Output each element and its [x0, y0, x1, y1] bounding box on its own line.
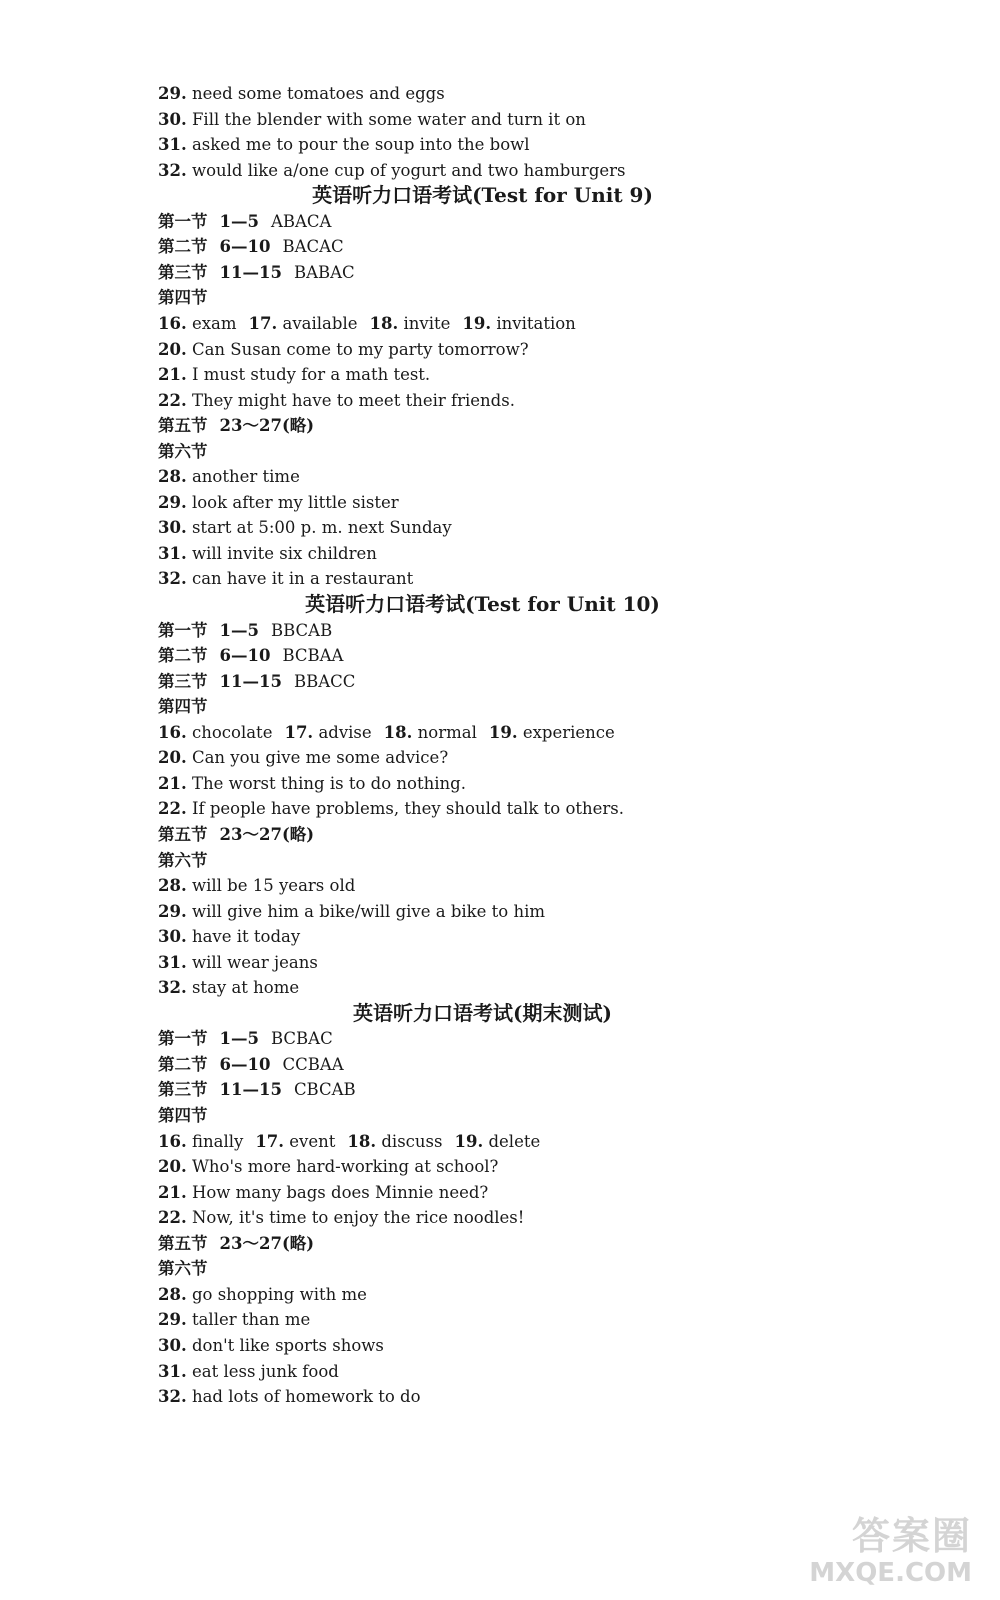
phrase-text: start at 5:00 p. m. next Sunday [191, 518, 452, 537]
sentence-number: 20. [158, 1157, 187, 1176]
part-answer: BBACC [293, 672, 356, 691]
word-answer-number: 18. [369, 314, 399, 333]
phrase-text: don't like sports shows [191, 1336, 384, 1355]
part-label: 第四节 [158, 288, 208, 307]
sentence-number: 21. [158, 1183, 187, 1202]
sentence-number: 22. [158, 799, 187, 818]
word-answers [158, 313, 576, 335]
section-part3 [158, 671, 355, 693]
part-answer: CCBAA [282, 1055, 344, 1074]
phrase-answer [158, 1309, 310, 1331]
part-label: 第六节 [158, 851, 208, 870]
part-answer: BABAC [293, 263, 355, 282]
phrase-answer [158, 1335, 384, 1357]
phrase-text: will invite six children [191, 544, 377, 563]
word-answer-number: 18. [347, 1132, 377, 1151]
sentence-number: 22. [158, 1208, 187, 1227]
phrase-text: look after my little sister [191, 493, 399, 512]
part4-label [158, 287, 208, 309]
phrase-answer [158, 568, 413, 590]
sentence-answer [158, 339, 529, 361]
word-answer-text: advise [318, 723, 372, 742]
phrase-number: 29. [158, 493, 187, 512]
word-answer-number: 17. [255, 1132, 285, 1151]
phrase-answer [158, 977, 299, 999]
part-label: 第四节 [158, 1106, 208, 1125]
phrase-number: 30. [158, 518, 187, 537]
sentence-answer [158, 798, 624, 820]
part-label: 第一节 [158, 212, 208, 231]
phrase-answer [158, 1361, 339, 1383]
intro-line [158, 83, 445, 105]
phrase-text: eat less junk food [191, 1362, 339, 1381]
word-answer-number: 16. [158, 1132, 187, 1151]
sentence-text: Can you give me some advice? [191, 748, 449, 767]
intro-line [158, 134, 530, 156]
phrase-answer [158, 875, 355, 897]
sentence-answer [158, 747, 448, 769]
phrase-answer [158, 543, 377, 565]
section-part3 [158, 1079, 356, 1101]
part-range: 23～27 [219, 416, 282, 435]
phrase-text: can have it in a restaurant [191, 569, 414, 588]
word-answer-number: 17. [284, 723, 314, 742]
part-note: (略) [281, 825, 315, 844]
phrase-number: 31. [158, 544, 187, 563]
phrase-number: 28. [158, 1285, 187, 1304]
intro-line-number: 29. [158, 84, 187, 103]
phrase-answer [158, 901, 545, 923]
word-answer-text: discuss [381, 1132, 443, 1151]
part-label: 第一节 [158, 1029, 208, 1048]
phrase-number: 28. [158, 467, 187, 486]
watermark-top-text: 答案圈 [851, 1514, 972, 1558]
phrase-number: 29. [158, 1310, 187, 1329]
part-label: 第二节 [158, 646, 208, 665]
word-answer-text: event [289, 1132, 336, 1151]
word-answer-text: exam [191, 314, 237, 333]
phrase-number: 32. [158, 569, 187, 588]
part-label: 第六节 [158, 1259, 208, 1278]
phrase-number: 32. [158, 1387, 187, 1406]
watermark-bottom-text: MXQE.COM [809, 1558, 972, 1588]
word-answer-number: 19. [462, 314, 492, 333]
part-label: 第五节 [158, 825, 208, 844]
part-note: (略) [281, 416, 315, 435]
phrase-answer [158, 517, 452, 539]
sentence-number: 21. [158, 365, 187, 384]
word-answer-text: delete [488, 1132, 541, 1151]
part-note: (略) [281, 1234, 315, 1253]
part-answer: ABACA [270, 212, 332, 231]
part-label: 第六节 [158, 442, 208, 461]
sentence-answer [158, 773, 466, 795]
part-answer: BCBAA [282, 646, 344, 665]
section-heading: 英语听力口语考试(期末测试) [353, 1001, 612, 1025]
word-answer-text: finally [191, 1132, 244, 1151]
part-answer: CBCAB [293, 1080, 356, 1099]
section-heading: 英语听力口语考试(Test for Unit 9) [312, 183, 653, 207]
sentence-text: Who's more hard-working at school? [191, 1157, 499, 1176]
part6-label [158, 441, 208, 463]
part-range: 11—15 [219, 1080, 282, 1099]
sentence-text: How many bags does Minnie need? [191, 1183, 489, 1202]
section-part1 [158, 620, 332, 642]
intro-line-number: 31. [158, 135, 187, 154]
part-answer: BACAC [282, 237, 344, 256]
part-label: 第三节 [158, 263, 208, 282]
section-part3 [158, 262, 355, 284]
word-answer-text: available [282, 314, 358, 333]
phrase-number: 30. [158, 927, 187, 946]
phrase-text: go shopping with me [191, 1285, 367, 1304]
phrase-number: 30. [158, 1336, 187, 1355]
part4-label [158, 1105, 208, 1127]
word-answer-number: 18. [383, 723, 413, 742]
phrase-text: had lots of homework to do [191, 1387, 421, 1406]
phrase-answer [158, 492, 399, 514]
part-range: 6—10 [219, 237, 271, 256]
section-part5 [158, 824, 314, 846]
part-range: 23～27 [219, 825, 282, 844]
part-label: 第二节 [158, 237, 208, 256]
word-answer-text: chocolate [191, 723, 273, 742]
word-answers [158, 1131, 540, 1153]
intro-line-number: 32. [158, 161, 187, 180]
part-range: 1—5 [219, 1029, 259, 1048]
section-part2 [158, 1054, 344, 1076]
sentence-number: 22. [158, 391, 187, 410]
part-label: 第三节 [158, 672, 208, 691]
phrase-number: 31. [158, 1362, 187, 1381]
phrase-answer [158, 1386, 421, 1408]
intro-line [158, 160, 626, 182]
phrase-answer [158, 1284, 367, 1306]
word-answer-text: normal [417, 723, 477, 742]
phrase-text: have it today [191, 927, 301, 946]
part-range: 23～27 [219, 1234, 282, 1253]
section-heading: 英语听力口语考试(Test for Unit 10) [305, 592, 660, 616]
intro-line-text: asked me to pour the soup into the bowl [191, 135, 530, 154]
sentence-number: 21. [158, 774, 187, 793]
sentence-text: Can Susan come to my party tomorrow? [191, 340, 529, 359]
intro-line-text: need some tomatoes and eggs [191, 84, 445, 103]
sentence-number: 20. [158, 340, 187, 359]
sentence-answer [158, 1207, 524, 1229]
part-answer: BCBAC [270, 1029, 333, 1048]
part-label: 第四节 [158, 697, 208, 716]
section-part5 [158, 1233, 314, 1255]
intro-line-text: Fill the blender with some water and turn it on [191, 110, 586, 129]
part-label: 第五节 [158, 416, 208, 435]
part-label: 第五节 [158, 1234, 208, 1253]
word-answer-text: experience [522, 723, 615, 742]
sentence-text: If people have problems, they should talk to others. [191, 799, 625, 818]
intro-line-number: 30. [158, 110, 187, 129]
word-answer-number: 16. [158, 723, 187, 742]
sentence-text: I must study for a math test. [191, 365, 431, 384]
phrase-text: taller than me [191, 1310, 311, 1329]
sentence-answer [158, 390, 515, 412]
part-label: 第三节 [158, 1080, 208, 1099]
sentence-text: Now, it's time to enjoy the rice noodles! [191, 1208, 525, 1227]
part-range: 1—5 [219, 621, 259, 640]
section-part1 [158, 1028, 333, 1050]
sentence-answer [158, 364, 430, 386]
section-part1 [158, 211, 331, 233]
word-answer-text: invitation [496, 314, 576, 333]
part4-label [158, 696, 208, 718]
part-range: 1—5 [219, 212, 259, 231]
part6-label [158, 1258, 208, 1280]
phrase-answer [158, 466, 300, 488]
part-label: 第二节 [158, 1055, 208, 1074]
part-range: 11—15 [219, 672, 282, 691]
phrase-number: 29. [158, 902, 187, 921]
intro-line [158, 109, 586, 131]
sentence-text: The worst thing is to do nothing. [191, 774, 466, 793]
part-range: 6—10 [219, 646, 271, 665]
sentence-text: They might have to meet their friends. [191, 391, 515, 410]
phrase-answer [158, 952, 318, 974]
phrase-text: another time [191, 467, 300, 486]
section-part2 [158, 645, 343, 667]
sentence-answer [158, 1182, 488, 1204]
sentence-number: 20. [158, 748, 187, 767]
word-answer-number: 19. [488, 723, 518, 742]
watermark-logo [797, 1514, 972, 1594]
part-label: 第一节 [158, 621, 208, 640]
phrase-text: will be 15 years old [191, 876, 356, 895]
word-answer-text: invite [403, 314, 451, 333]
word-answers [158, 722, 615, 744]
word-answer-number: 16. [158, 314, 187, 333]
word-answer-number: 19. [454, 1132, 484, 1151]
phrase-number: 31. [158, 953, 187, 972]
intro-line-text: would like a/one cup of yogurt and two hamburgers [191, 161, 626, 180]
part-range: 6—10 [219, 1055, 271, 1074]
part-range: 11—15 [219, 263, 282, 282]
part-answer: BBCAB [270, 621, 333, 640]
phrase-text: will give him a bike/will give a bike to him [191, 902, 546, 921]
phrase-text: will wear jeans [191, 953, 318, 972]
phrase-text: stay at home [191, 978, 300, 997]
section-part5 [158, 415, 314, 437]
section-part2 [158, 236, 344, 258]
phrase-answer [158, 926, 300, 948]
sentence-answer [158, 1156, 498, 1178]
part6-label [158, 850, 208, 872]
word-answer-number: 17. [248, 314, 278, 333]
phrase-number: 32. [158, 978, 187, 997]
phrase-number: 28. [158, 876, 187, 895]
